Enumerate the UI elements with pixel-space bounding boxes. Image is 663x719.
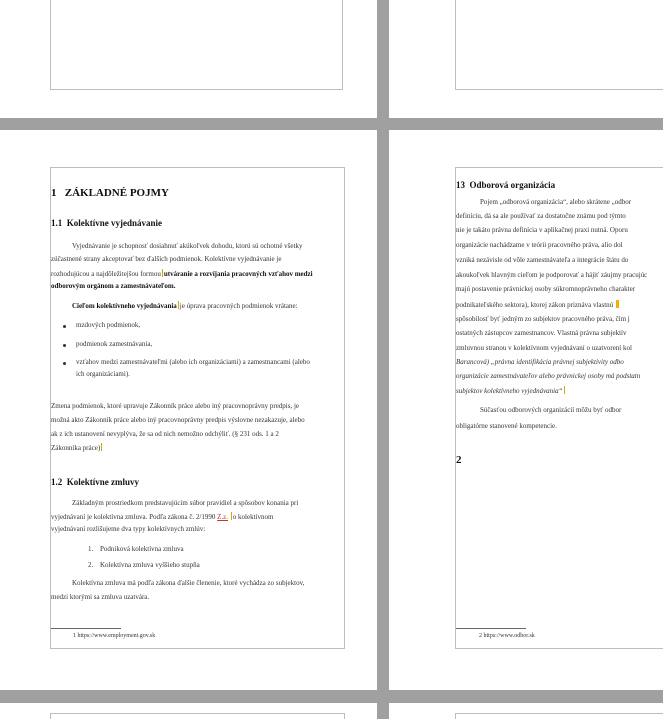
paragraph-line: ostatných zástupcov zamestnancov. Vlastná právna subjektív bbox=[456, 329, 627, 337]
paragraph-line: možná akto Zákonník práce alebo iný pracovnoprávny predpis výslovne nezakazuje, alebo bbox=[51, 416, 305, 424]
paragraph-line: vyjednávaní rozlišujeme dva typy kolektívnych zmlúv: bbox=[51, 525, 206, 533]
list-item: podmienok zamestnávania, bbox=[76, 340, 153, 348]
paragraph-line: vzniká nezávisle od vôle zamestnávateľa a integrácie štátu do bbox=[456, 256, 629, 264]
change-marker bbox=[231, 512, 232, 520]
list-item: vzťahov medzi zamestnávateľmi (alebo ich organizáciami) a zamestnancami (alebo bbox=[76, 358, 310, 366]
list-item-continued: ich organizáciami). bbox=[76, 370, 130, 378]
paragraph-line: podnikateľského sektora), ktorej zákon priznáva vlastnú bbox=[456, 300, 620, 310]
footnote-separator bbox=[456, 628, 526, 629]
paragraph-line: Cieľom kolektívneho vyjednávania je úprava pracovných podmienok vrátane: bbox=[72, 302, 298, 310]
change-marker bbox=[162, 269, 163, 277]
paragraph-line: Zákonníka práce) bbox=[51, 444, 101, 452]
text-area-frame bbox=[50, 713, 345, 719]
paragraph-line: zmluvnou stranou v kolektívnom vyjednávaní o uzatvorení kol bbox=[456, 344, 632, 352]
heading-1-2: 1.2 Kolektívne zmluvy bbox=[51, 477, 139, 487]
paragraph-line: odborovým orgánom a zamestnávateľom. bbox=[51, 282, 176, 290]
document-page-top-left bbox=[0, 0, 377, 118]
numbered-item-marker: 1. bbox=[88, 545, 94, 553]
change-marker bbox=[178, 301, 179, 309]
bullet-point bbox=[63, 344, 66, 347]
heading-1-3: 13 Odborová organizácia bbox=[456, 180, 556, 190]
comment-marker[interactable] bbox=[616, 300, 619, 308]
paragraph-line: majú postavenie právnickej osoby súkromnoprávneho charakter bbox=[456, 285, 636, 293]
heading-1: 1 ZÁKLADNÉ POJMY bbox=[51, 187, 169, 199]
paragraph-line: Vyjednávanie je schopnosť dosiahnuť akúkoľvek dohodu, ktorú sú ochotné všetky bbox=[72, 242, 303, 250]
paragraph-line: vyjednávaní je kolektívna zmluva. Podľa zákona č. 2/1990 Z.z. o kolektívnom bbox=[51, 513, 274, 521]
list-item: mzdových podmienok, bbox=[76, 321, 141, 329]
document-page-right bbox=[389, 130, 663, 690]
document-page-left bbox=[0, 130, 377, 690]
paragraph-line: spôsobilosť byť jedným zo subjektov pracovného práva, čím j bbox=[456, 315, 630, 323]
paragraph-line: ak z ich ustanovení nevyplýva, že sa od nich nemožno odchýliť. (§ 231 ods. 1 a 2 bbox=[51, 430, 279, 438]
heading-1-1: 1.1 Kolektívne vyjednávanie bbox=[51, 218, 163, 228]
spelling-error: Z.z. bbox=[217, 513, 229, 521]
paragraph-line: medzi ktorými sa zmluva uzatvára. bbox=[51, 593, 150, 601]
paragraph-line: zúčastnené strany akceptovať bez ďalších podmienok. Kolektívne vyjednávanie je bbox=[51, 255, 282, 263]
paragraph-line: rozhodujúcou a najdôležitejšou formou utváranie a rozvíjania pracovných vzťahov medzi bbox=[51, 270, 313, 278]
paragraph-line: obligatórne stanovené kompetencie. bbox=[456, 422, 557, 430]
text-area-frame bbox=[455, 0, 663, 90]
numbered-item-marker: 2. bbox=[88, 561, 94, 569]
footnote: 2 https://www.odbor.sk bbox=[479, 633, 535, 639]
paragraph-line: Základným prostriedkom predstavujúcim súbor pravidiel a spôsobov konania pri bbox=[72, 499, 299, 507]
bullet-point bbox=[63, 325, 66, 328]
numbered-item: Kolektívna zmluva vyššieho stupňa bbox=[100, 561, 200, 569]
numbered-item: Podniková kolektívna zmluva bbox=[100, 545, 184, 553]
document-page-bottom-left bbox=[0, 703, 377, 719]
paragraph-line: akoukoľvek hlavným cieľom je podporovať a hájiť záujmy pracujúc bbox=[456, 271, 648, 279]
text-area-frame bbox=[455, 713, 663, 719]
quote-line: organizácie zamestnávateľov alebo právnickej osoby má podstatn bbox=[456, 372, 641, 380]
footnote: 1 https://www.employment.gov.sk bbox=[73, 633, 156, 639]
change-marker bbox=[564, 386, 565, 394]
paragraph-line: Zmena podmienok, ktoré upravuje Zákonník práce alebo iný pracovnoprávny predpis, je bbox=[51, 402, 300, 410]
change-marker bbox=[101, 443, 102, 451]
text-area-frame bbox=[50, 0, 343, 90]
document-page-top-right bbox=[389, 0, 663, 118]
heading-2: 2 bbox=[456, 454, 462, 466]
paragraph-line: Kolektívna zmluva má podľa zákona ďalšie členenie, ktoré vychádza zo subjektov, bbox=[72, 579, 305, 587]
paragraph-line: Pojem „odborová organizácia“, alebo skrátene „odbor bbox=[480, 198, 632, 206]
paragraph-line: definíciu, dá sa ale používať za dostatočne známu pod týmto bbox=[456, 212, 626, 220]
bullet-point bbox=[63, 362, 66, 365]
paragraph-line: Súčasťou odborových organizácií môžu byť odbor bbox=[480, 406, 622, 414]
footnote-separator bbox=[51, 628, 121, 629]
quote-line: Barancová) „právna identifikácia právnej subjektivity odbo bbox=[456, 358, 624, 366]
paragraph-line: organizácie nachádzame v teórii pracovného práva, alio dol bbox=[456, 241, 623, 249]
paragraph-line: nie je takáto právna definícia v aplikačnej praxi nutná. Oporu bbox=[456, 226, 628, 234]
document-page-bottom-right bbox=[389, 703, 663, 719]
quote-line: subjektov kolektívneho vyjednávania“ bbox=[456, 387, 563, 395]
